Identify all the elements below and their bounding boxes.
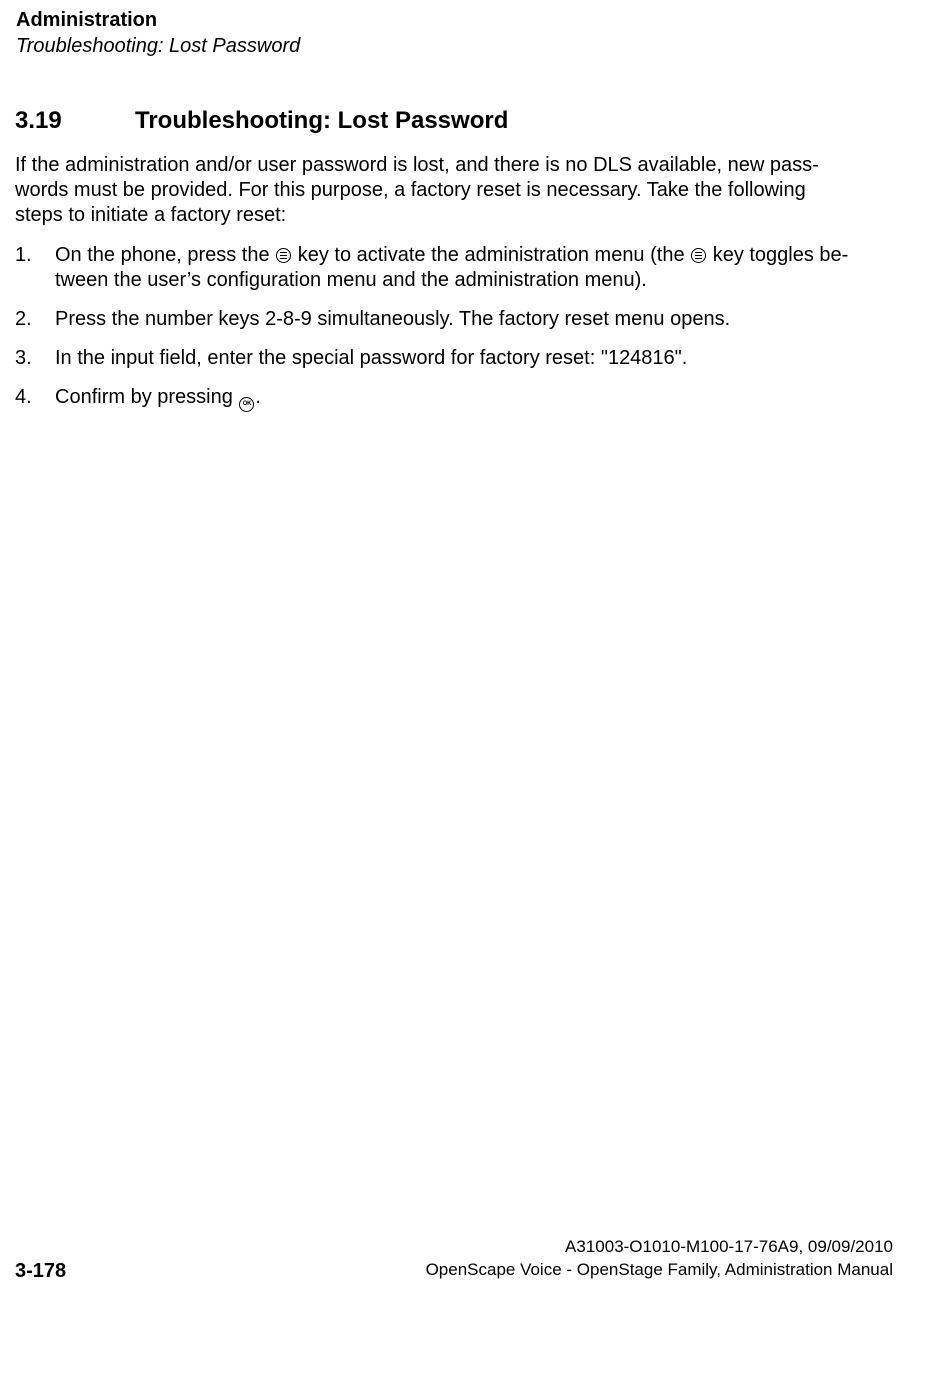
document-title: OpenScape Voice - OpenStage Family, Administration Manual [425,1260,893,1279]
menu-key-icon [276,248,291,263]
step-number: 3. [15,347,32,369]
step-item [15,243,915,293]
step-number: 1. [15,244,32,266]
section-heading [15,106,508,136]
step-text: key to activate the administration menu (the [292,244,691,266]
step-line [55,385,915,412]
ok-key-icon: OK [239,397,254,412]
intro-paragraph [15,153,895,228]
intro-line: If the administration and/or user password is lost, and there is no DLS available, new pass- [15,154,819,176]
steps-list [15,243,915,426]
step-item [15,385,915,412]
step-line: tween the user’s configuration menu and the administration menu). [55,269,647,291]
step-text: Confirm by pressing [55,386,239,408]
step-text: In the input field, enter the special password for factory reset: "124816". [55,347,688,369]
running-header [16,7,300,59]
step-number: 2. [15,308,32,330]
step-number: 4. [15,386,32,408]
step-item [15,307,915,332]
step-text: . [255,386,261,408]
running-header-chapter: Administration [16,9,158,31]
step-text: On the phone, press the [55,244,276,266]
running-header-section: Troubleshooting: Lost Password [16,35,301,57]
section-title: Troubleshooting: Lost Password [135,107,509,134]
page-footer [15,1236,893,1286]
step-text: key toggles be- [707,244,849,266]
menu-key-icon [691,248,706,263]
step-text: Press the number keys 2-8-9 simultaneously. The factory reset menu opens. [55,308,731,330]
intro-line: steps to initiate a factory reset: [15,204,287,226]
page-number: 3-178 [15,1260,67,1282]
document-id: A31003-O1010-M100-17-76A9, 09/09/2010 [565,1237,893,1256]
step-item [15,346,915,371]
step-line [55,243,915,268]
intro-line: words must be provided. For this purpose, a factory reset is necessary. Take the following [15,179,806,201]
section-number: 3.19 [15,107,62,134]
